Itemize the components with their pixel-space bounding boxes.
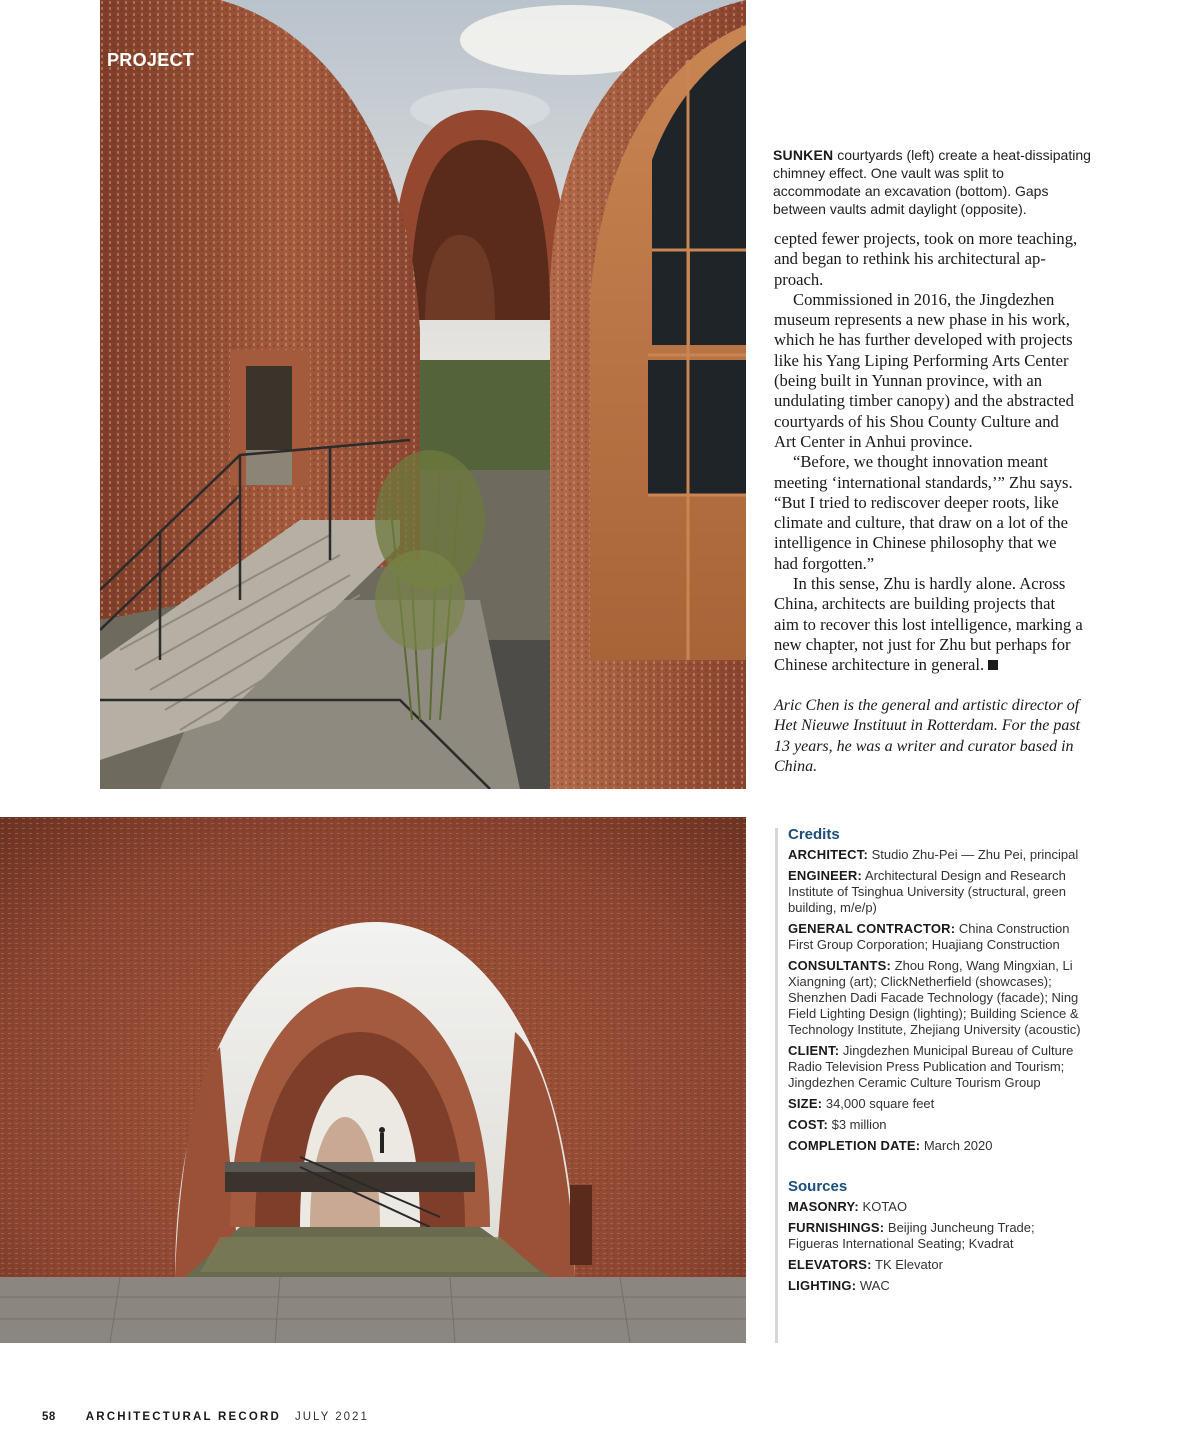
credits-sidebar (775, 828, 1085, 1343)
credit-engineer (788, 868, 1085, 916)
credit-value: 34,000 square feet (822, 1096, 935, 1111)
credit-completion-date (788, 1138, 1085, 1154)
photo-split-vault-excavation (0, 817, 746, 1343)
credits-heading: Credits (788, 826, 840, 843)
credit-key: COST: (788, 1117, 828, 1132)
credit-key: CONSULTANTS: (788, 958, 892, 973)
source-masonry (788, 1199, 1085, 1215)
credit-value: China Construction First Group Corporation; Huajiang Construction (788, 921, 1070, 952)
caption-text: courtyards (left) create a heat-dissipating chimney effect. One vault was split to accommodate an excavation (bottom). Gaps between vaults admit daylight (opposite). (773, 147, 1091, 217)
source-key: FURNISHINGS: (788, 1220, 885, 1235)
source-key: LIGHTING: (788, 1278, 857, 1293)
article-paragraph-final (774, 574, 1084, 675)
source-value: TK Elevator (871, 1257, 943, 1272)
issue-date: JULY 2021 (295, 1411, 369, 1423)
article-paragraph: “Before, we thought innovation meant meeting ‘international standards,’” Zhu says. “But I tried to rediscover deeper roots, like climate and culture, that draw on a lot of the intelligence in Chinese philosophy that we had forgotten.” (774, 452, 1073, 573)
credit-key: SIZE: (788, 1096, 823, 1111)
source-value: Beijing Juncheung Trade; Figueras International Seating; Kvadrat (788, 1220, 1035, 1251)
credit-value: March 2020 (920, 1138, 993, 1153)
caption-lead: SUNKEN (773, 147, 834, 163)
page-footer (42, 1409, 369, 1425)
credit-key: CLIENT: (788, 1043, 840, 1058)
credit-general-contractor (788, 921, 1085, 953)
photo-caption (773, 146, 1093, 218)
source-value: KOTAO (858, 1199, 908, 1214)
credit-cost (788, 1117, 1085, 1133)
end-mark-icon (988, 660, 998, 670)
credit-consultants (788, 958, 1085, 1038)
sources-heading: Sources (788, 1178, 848, 1195)
article-paragraph: cepted fewer projects, took on more teaching, and began to rethink his architectural ap-proach. (774, 229, 1078, 289)
magazine-name: ARCHITECTURAL RECORD (85, 1411, 281, 1423)
source-lighting (788, 1278, 1085, 1294)
source-key: ELEVATORS: (788, 1257, 872, 1272)
credit-value: $3 million (828, 1117, 887, 1132)
article-paragraph-text: In this sense, Zhu is hardly alone. Across China, architects are building projects that aim to recover this lost intelligence, marking a new chapter, not just for Zhu but perhaps for Chinese architecture in general. (774, 574, 1083, 675)
source-furnishings (788, 1220, 1085, 1252)
source-value: WAC (856, 1278, 890, 1293)
author-bio: Aric Chen is the general and artistic director of Het Nieuwe Instituut in Rotterdam. For the past 13 years, he was a writer and curator based in China. (774, 697, 1081, 775)
section-label: PROJECT (107, 50, 195, 70)
page-number: 58 (42, 1411, 56, 1423)
credit-value: Studio Zhu-Pei — Zhu Pei, principal (868, 847, 1079, 862)
credit-client (788, 1043, 1085, 1091)
credit-value: Zhou Rong, Wang Mingxian, Li Xiangning (art); ClickNetherfield (showcases); Shenzhen Dadi Facade Technology (facade); Ning Field Lighting Design (lighting); Building Science & Technology Institute, Zhejiang University (acoustic) (788, 958, 1081, 1037)
credit-key: COMPLETION DATE: (788, 1138, 921, 1153)
article-body (774, 229, 1084, 676)
article-paragraph: Commissioned in 2016, the Jingdezhen museum represents a new phase in his work, which he has further developed with projects like his Yang Liping Performing Arts Center (being built in Yunnan province, with an undulating timber canopy) and the abstracted courtyards of his Shou County Culture and Art Center in Anhui province. (774, 289, 1074, 451)
excavation-photo-illustration (0, 817, 746, 1343)
photo-brick-vaults-courtyard (100, 0, 746, 789)
credit-architect (788, 847, 1085, 863)
credit-size (788, 1096, 1085, 1112)
courtyard-photo-illustration (100, 0, 746, 789)
credit-key: ARCHITECT: (788, 847, 868, 862)
source-key: MASONRY: (788, 1199, 859, 1214)
credit-value: Jingdezhen Municipal Bureau of Culture Radio Television Press Publication and Tourism; Jingdezhen Ceramic Culture Tourism Group (788, 1043, 1074, 1090)
credit-key: GENERAL CONTRACTOR: (788, 921, 956, 936)
credit-value: Architectural Design and Research Institute of Tsinghua University (structural, green building, m/e/p) (788, 868, 1066, 915)
credit-key: ENGINEER: (788, 868, 863, 883)
source-elevators (788, 1257, 1085, 1273)
